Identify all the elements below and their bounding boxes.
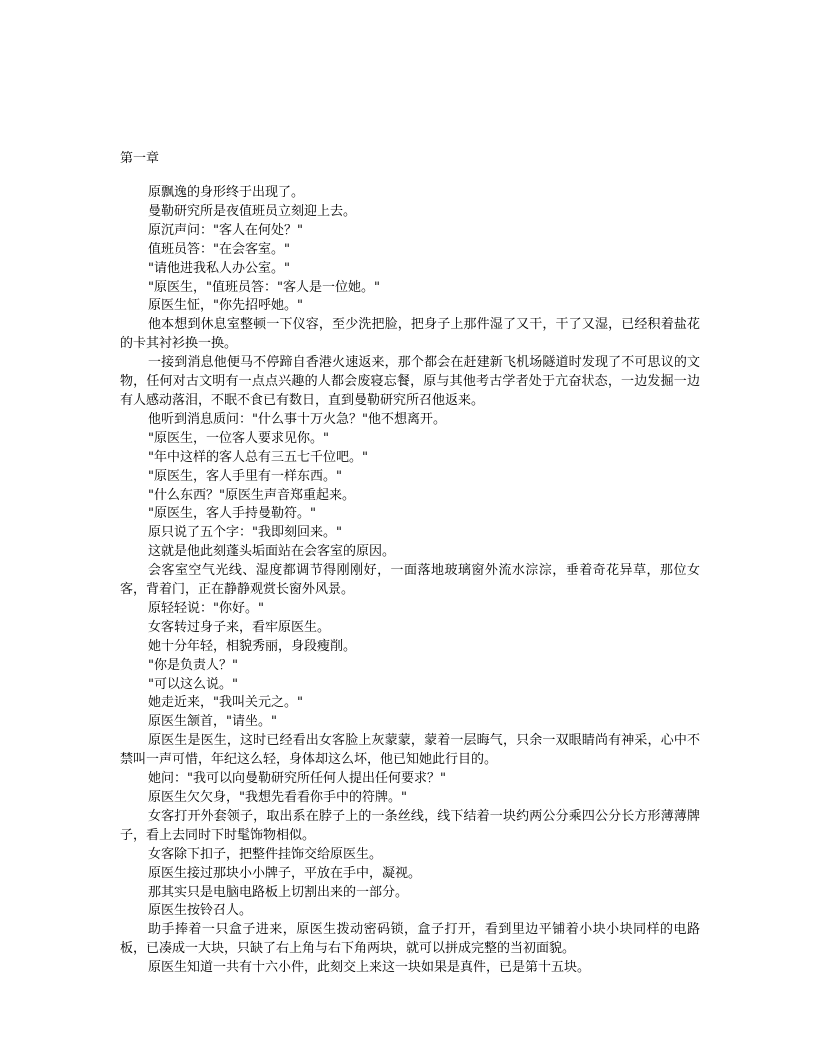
paragraph: 原只说了五个字："我即刻回来。" bbox=[148, 525, 342, 541]
paragraph: 原轻轻说："你好。" bbox=[148, 600, 264, 616]
paragraph: 那其实只是电脑电路板上切割出来的一部分。 bbox=[148, 884, 409, 900]
paragraph: "可以这么说。" bbox=[148, 676, 238, 692]
paragraph: 会客室空气光线、湿度都调节得刚刚好，一面落地玻璃窗外流水淙淙，垂着奇花异草，那位女客，背着门，正在静静观赏长窗外风景。 bbox=[120, 563, 700, 598]
paragraph: 原医生知道一共有十六小件，此刻交上来这一块如果是真件，已是第十五块。 bbox=[148, 960, 591, 976]
paragraph: 女客转过身子来，看牢原医生。 bbox=[148, 619, 331, 635]
body-text bbox=[120, 184, 700, 978]
paragraph: 他本想到休息室整顿一下仪容，至少洗把脸，把身子上那件湿了又干，干了又湿，已经积着盐花的卡其衬衫换一换。 bbox=[120, 317, 700, 352]
chapter-title: 第一章 bbox=[120, 151, 160, 166]
paragraph: 她走近来，"我叫关元之。" bbox=[148, 695, 303, 711]
paragraph: 原医生欠欠身，"我想先看看你手中的符牌。" bbox=[148, 790, 407, 805]
paragraph: "原医生，一位客人要求见你。" bbox=[148, 430, 329, 446]
paragraph: 原沉声问："客人在何处？" bbox=[148, 222, 303, 238]
paragraph: 助手捧着一只盒子进来，原医生拨动密码锁，盒子打开，看到里边平铺着小块小块同样的电路板，已凑成一大块，只缺了右上角与右下角两块，就可以拼成完整的当初面貌。 bbox=[120, 922, 700, 957]
paragraph: 女客除下扣子，把整件挂饰交给原医生。 bbox=[148, 846, 383, 862]
paragraph: 原医生怔，"你先招呼她。" bbox=[148, 298, 303, 314]
paragraph: 她十分年轻，相貌秀丽，身段瘦削。 bbox=[148, 638, 357, 654]
paragraph: 原飘逸的身形终于出现了。 bbox=[148, 185, 305, 200]
paragraph: 女客打开外套领子，取出系在脖子上的一条丝线，线下结着一块约两公分乘四公分长方形薄薄牌子，看上去同时下时髦饰物相似。 bbox=[120, 808, 700, 843]
paragraph: "什么东西？"原医生声音郑重起来。 bbox=[148, 487, 355, 503]
paragraph: 他听到消息质问："什么事十万火急？"他不想离开。 bbox=[148, 411, 446, 427]
paragraph: 她问："我可以向曼勒研究所任何人提出任何要求？" bbox=[148, 771, 446, 787]
paragraph: 一接到消息他便马不停蹄自香港火速返来，那个都会在赶建新飞机场隧道时发现了不可思议的文物，任何对古文明有一点点兴趣的人都会废寝忘餐，原与其他考古学者处于亢奋状态，一边发掘一边有人感动落泪，不眠不食已有数日，直到曼勒研究所召他返来。 bbox=[120, 355, 700, 408]
paragraph: 这就是他此刻蓬头垢面站在会客室的原因。 bbox=[148, 544, 396, 560]
paragraph: "原医生，客人手持曼勒符。" bbox=[148, 506, 316, 522]
paragraph: 曼勒研究所是夜值班员立刻迎上去。 bbox=[148, 203, 357, 219]
paragraph: "原医生，客人手里有一样东西。" bbox=[148, 468, 342, 484]
document-page bbox=[120, 150, 700, 978]
paragraph: 原医生是医生，这时已经看出女客脸上灰蒙蒙，蒙着一层晦气，只余一双眼睛尚有神采，心中不禁叫一声可惜，年纪这么轻，身体却这么坏，他已知她此行目的。 bbox=[120, 733, 700, 768]
paragraph: "请他进我私人办公室。" bbox=[148, 260, 290, 276]
paragraph: 原医生接过那块小小牌子，平放在手中，凝视。 bbox=[148, 865, 422, 881]
paragraph: "原医生，"值班员答："客人是一位她。" bbox=[148, 279, 380, 295]
paragraph: 原医生颔首，"请坐。" bbox=[148, 714, 277, 730]
paragraph: "年中这样的客人总有三五七千位吧。" bbox=[148, 449, 368, 465]
paragraph: 值班员答："在会客室。" bbox=[148, 241, 290, 257]
paragraph: 原医生按铃召人。 bbox=[148, 903, 253, 919]
paragraph: "你是负责人？" bbox=[148, 657, 238, 673]
